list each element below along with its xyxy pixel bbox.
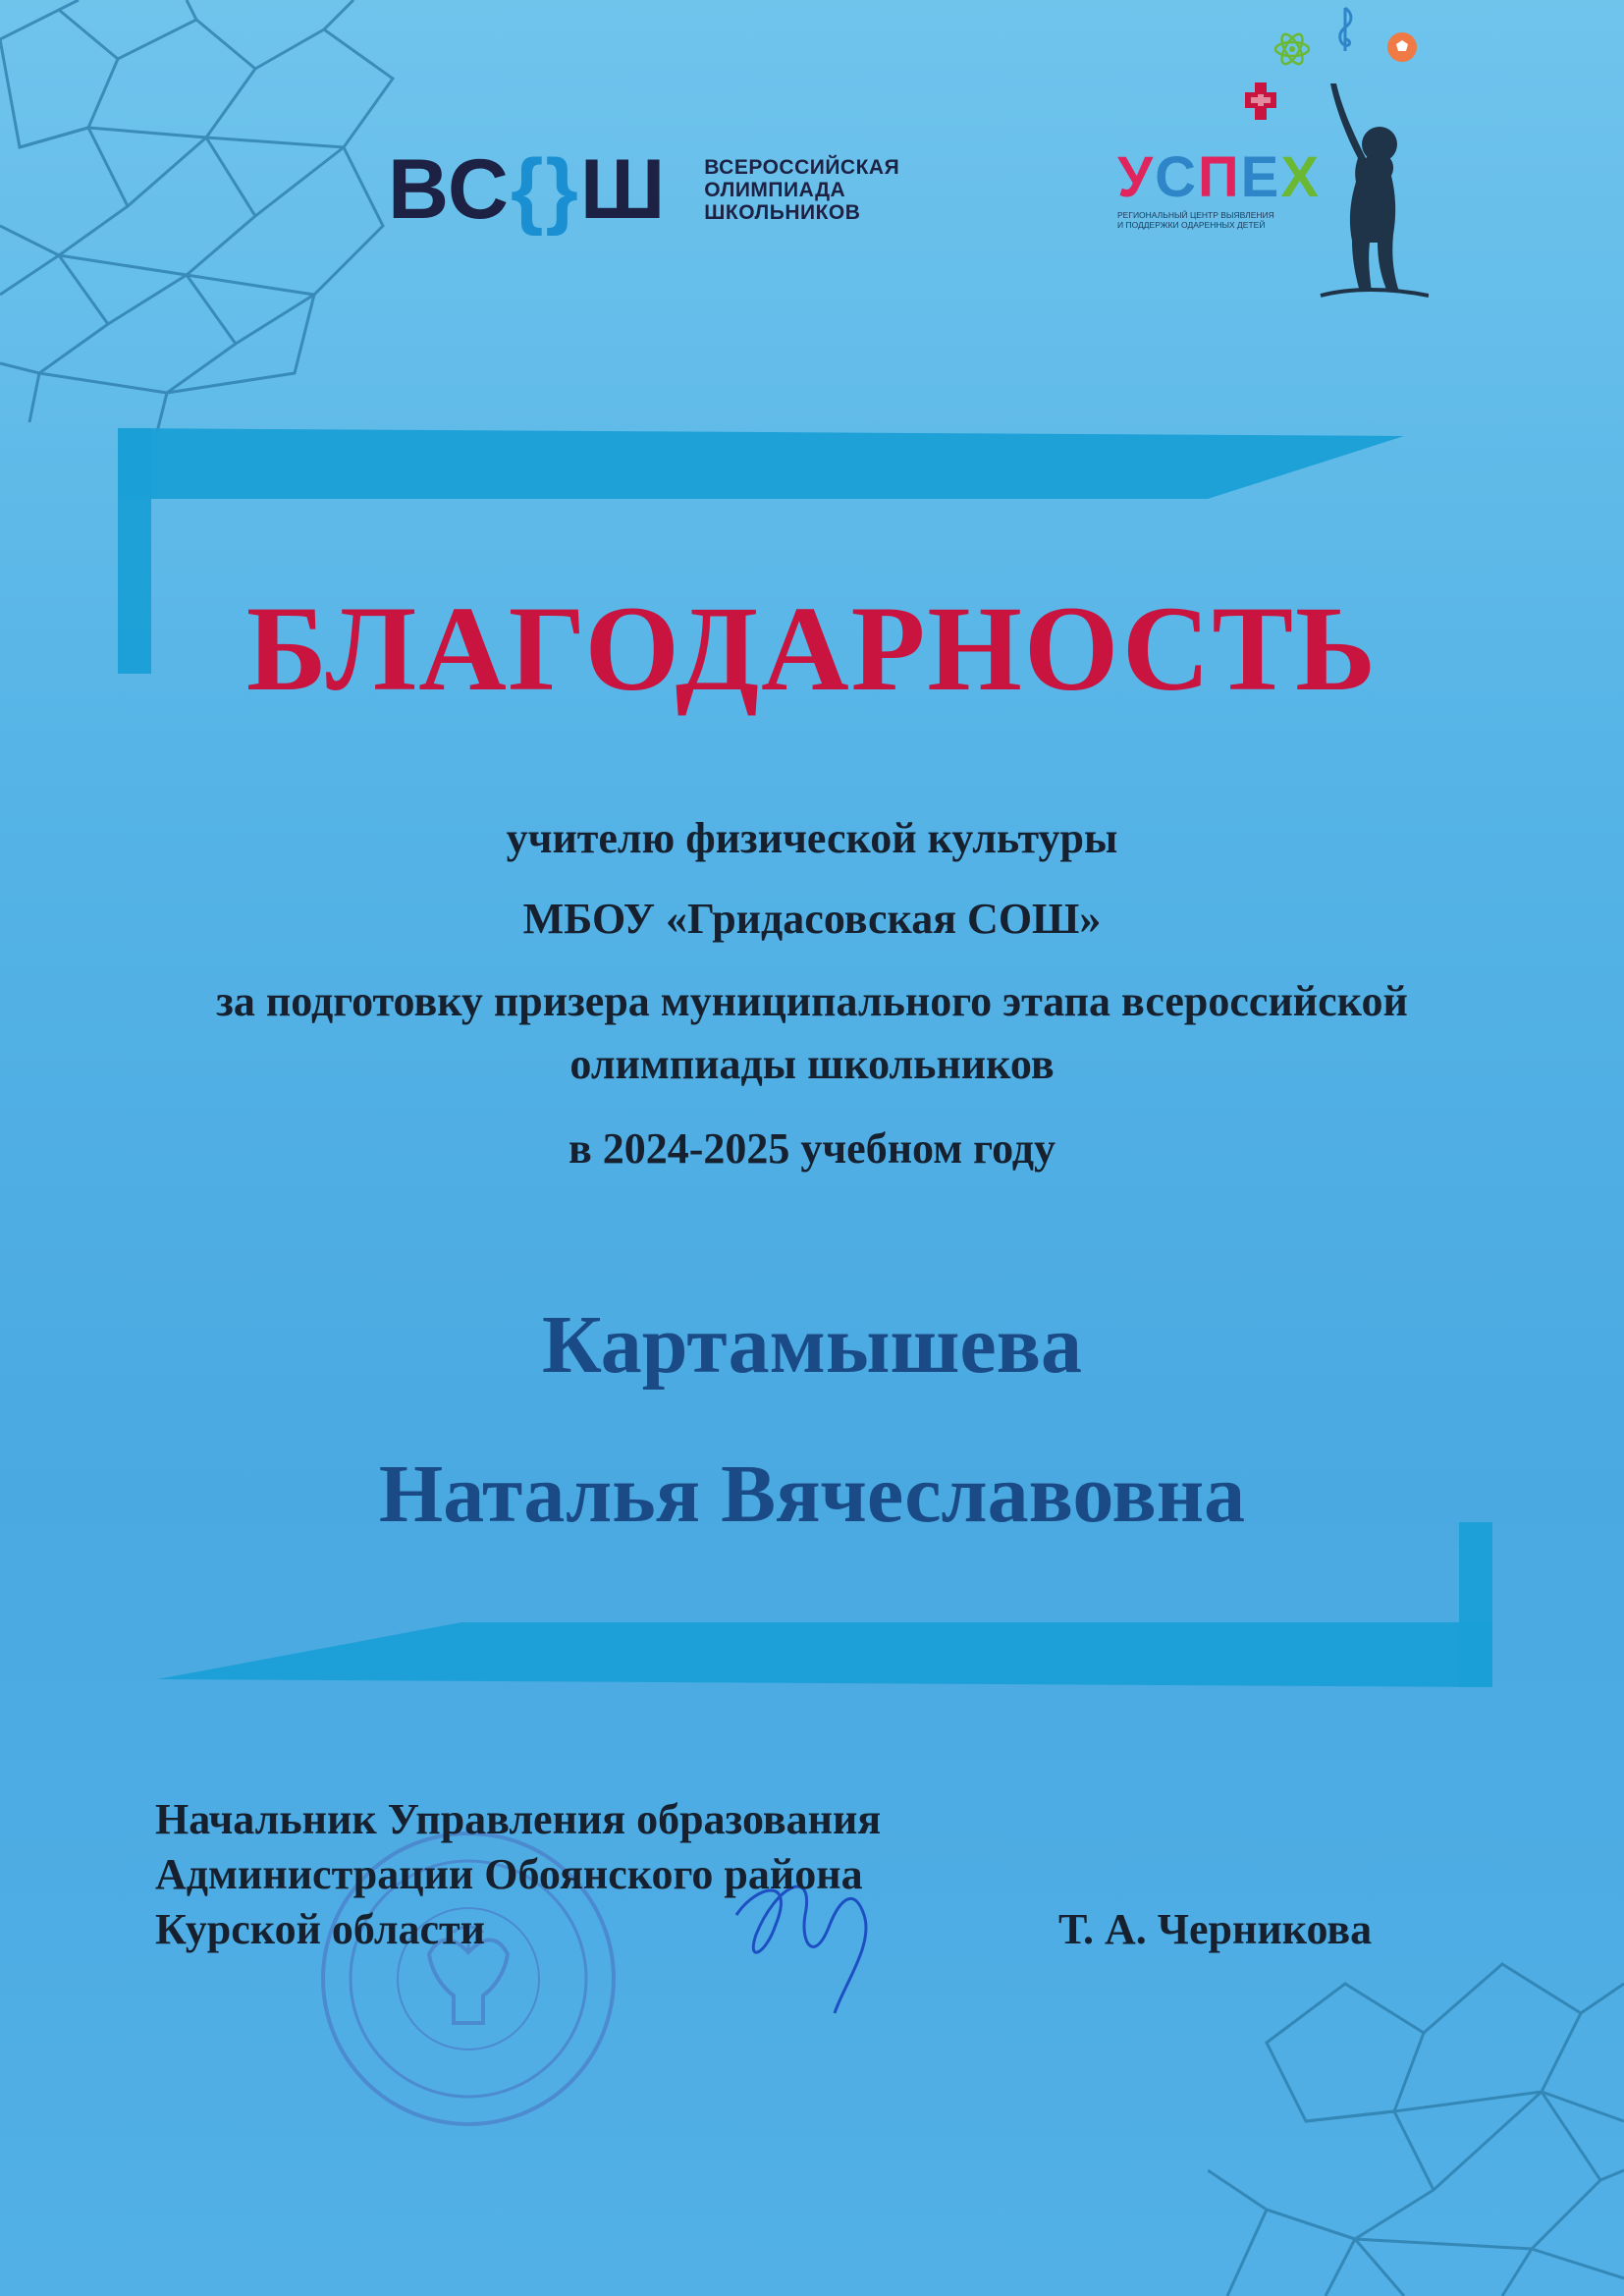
signatory-position-line-2: Администрации Обоянского района — [155, 1850, 863, 1898]
atom-icon — [1272, 29, 1312, 69]
child-silhouette-icon — [1311, 74, 1429, 300]
signatory-position-line-1: Начальник Управления образования — [155, 1795, 882, 1843]
vsosh-logo — [388, 142, 900, 237]
vsosh-tagline: ВСЕРОССИЙСКАЯ ОЛИМПИАДА ШКОЛЬНИКОВ — [704, 155, 900, 224]
uspeh-wordmark — [1117, 145, 1322, 209]
body-line-year: в 2024-2025 учебном году — [568, 1124, 1056, 1173]
football-icon — [1384, 29, 1420, 65]
music-note-icon — [1333, 6, 1357, 53]
body-line-position: учителю физической культуры — [506, 814, 1118, 862]
body-line-school: МБОУ «Гридасовская СОШ» — [522, 895, 1102, 943]
uspeh-letter: П — [1197, 145, 1241, 209]
medical-cross-icon — [1245, 82, 1276, 120]
crack-pattern-top-left — [0, 0, 412, 432]
signatory-position-line-3: Курской области — [155, 1905, 486, 1953]
crack-pattern-bottom-right — [1208, 1925, 1624, 2296]
uspeh-letter: У — [1117, 145, 1156, 209]
body-line-reason-cont: олимпиады школьников — [569, 1040, 1055, 1088]
recipient-given-names: Наталья Вячеславовна — [378, 1449, 1246, 1540]
uspeh-letter: Х — [1280, 145, 1322, 209]
recipient-surname: Картамышева — [541, 1299, 1083, 1391]
uspeh-logo — [1117, 145, 1322, 230]
vsosh-wordmark: ВС{}Ш — [388, 142, 668, 237]
body-line-reason: за подготовку призера муниципального этапа всероссийской — [216, 977, 1408, 1025]
uspeh-letter: Е — [1240, 145, 1281, 209]
document-title: БЛАГОДАРНОСТЬ — [245, 581, 1379, 716]
frame-bar-bottom — [147, 1522, 1492, 1689]
signatory-name: Т. А. Черникова — [1058, 1905, 1373, 1953]
uspeh-subtitle: РЕГИОНАЛЬНЫЙ ЦЕНТР ВЫЯВЛЕНИЯ И ПОДДЕРЖКИ ОДАРЕННЫХ ДЕТЕЙ — [1117, 210, 1274, 230]
uspeh-letter: С — [1155, 145, 1198, 209]
